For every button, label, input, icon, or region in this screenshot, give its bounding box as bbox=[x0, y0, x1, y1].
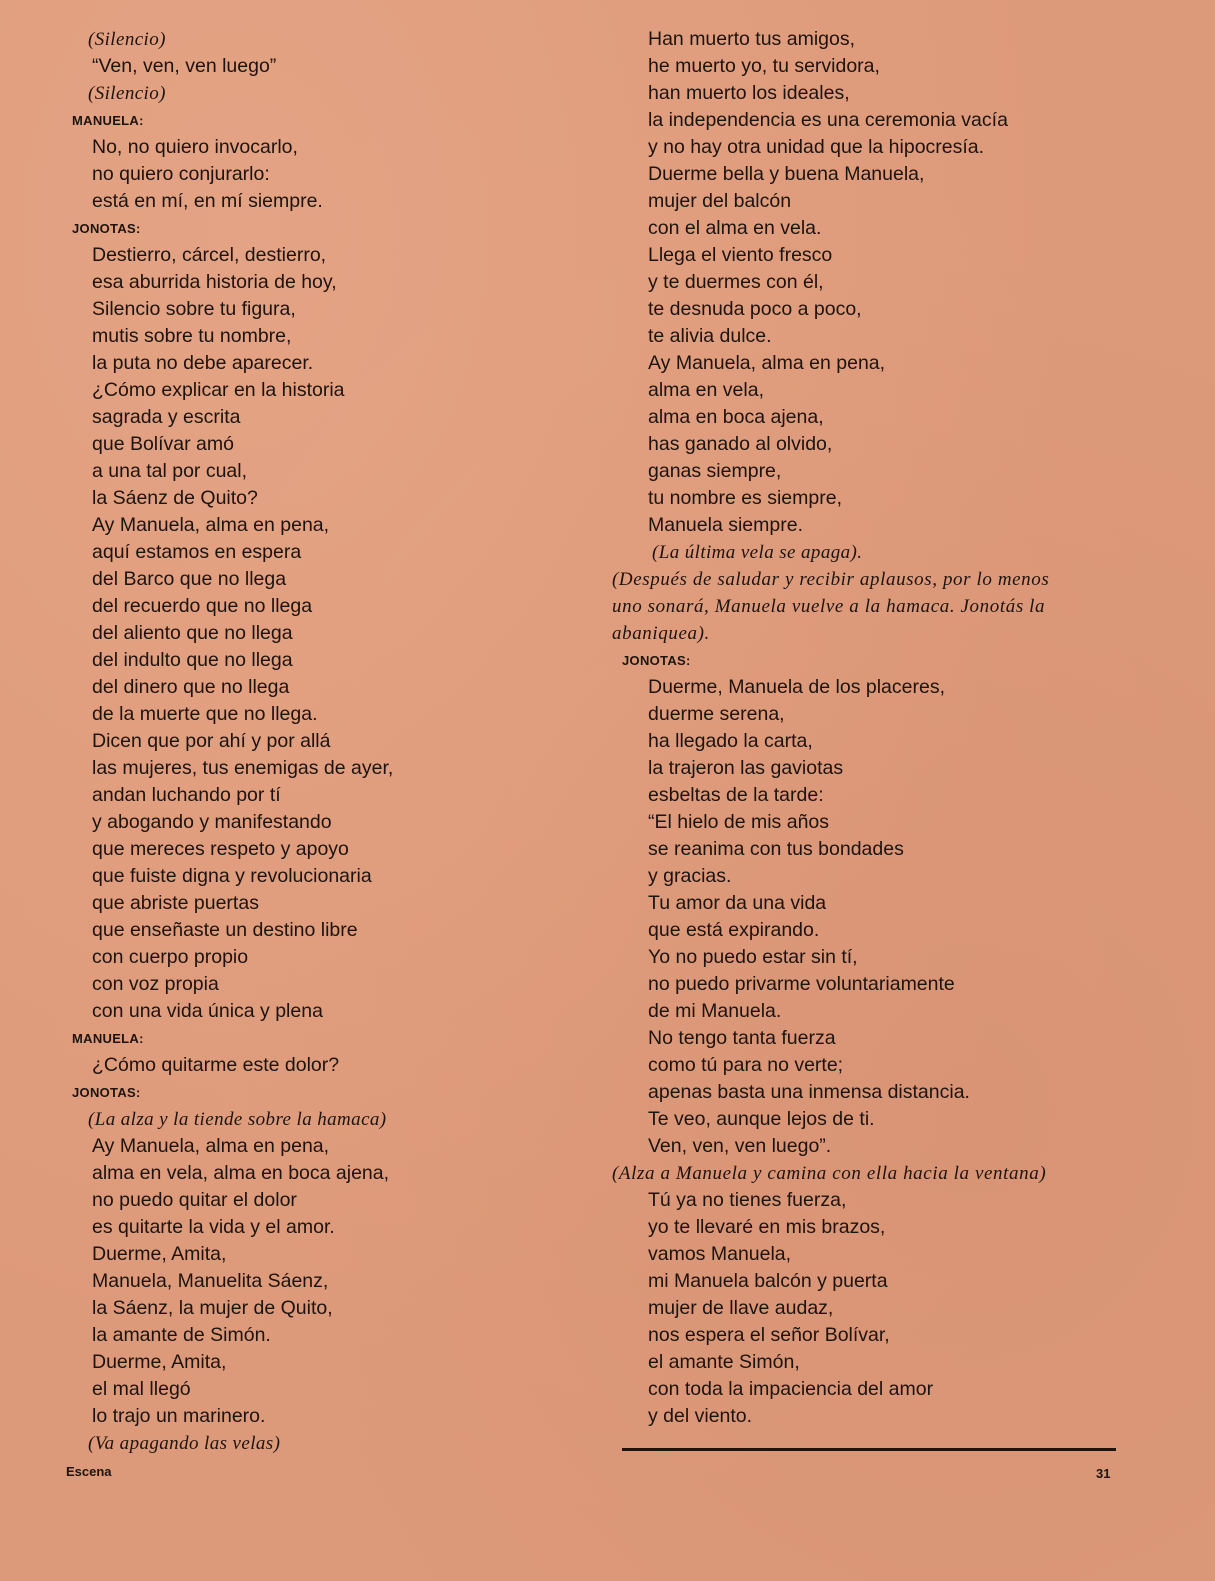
verse-line: es quitarte la vida y el amor. bbox=[92, 1216, 335, 1238]
verse-line: han muerto los ideales, bbox=[648, 82, 850, 104]
verse-line: aquí estamos en espera bbox=[92, 541, 302, 563]
verse-line: de mi Manuela. bbox=[648, 1000, 782, 1022]
verse-line: No tengo tanta fuerza bbox=[648, 1027, 836, 1049]
verse-line: como tú para no verte; bbox=[648, 1054, 844, 1076]
verse-line: del aliento que no llega bbox=[92, 622, 293, 644]
verse-line: Yo no puedo estar sin tí, bbox=[648, 946, 858, 968]
verse-line: que abriste puertas bbox=[92, 892, 259, 914]
verse-line: la independencia es una ceremonia vacía bbox=[648, 109, 1008, 131]
speaker-label: JONOTAS: bbox=[622, 653, 691, 668]
verse-line: y no hay otra unidad que la hipocresía. bbox=[648, 136, 985, 158]
verse-line: y gracias. bbox=[648, 865, 732, 887]
verse-line: no puedo quitar el dolor bbox=[92, 1189, 297, 1211]
verse-line: ha llegado la carta, bbox=[648, 730, 813, 752]
stage-direction: (Silencio) bbox=[88, 83, 166, 104]
verse-line: el mal llegó bbox=[92, 1378, 191, 1400]
stage-direction: (La última vela se apaga). bbox=[652, 542, 863, 563]
verse-line: vamos Manuela, bbox=[648, 1243, 792, 1265]
verse-line: andan luchando por tí bbox=[92, 784, 281, 806]
verse-line: Han muerto tus amigos, bbox=[648, 28, 856, 50]
verse-line: duerme serena, bbox=[648, 703, 785, 725]
verse-line: ganas siempre, bbox=[648, 460, 782, 482]
verse-line: las mujeres, tus enemigas de ayer, bbox=[92, 757, 394, 779]
verse-line: que enseñaste un destino libre bbox=[92, 919, 358, 941]
verse-line: Manuela siempre. bbox=[648, 514, 803, 536]
verse-line: que Bolívar amó bbox=[92, 433, 234, 455]
verse-line: Destierro, cárcel, destierro, bbox=[92, 244, 327, 266]
end-rule bbox=[622, 1448, 1116, 1451]
verse-line: Llega el viento fresco bbox=[648, 244, 833, 266]
right-text-column bbox=[612, 26, 1132, 1430]
verse-line: del indulto que no llega bbox=[92, 649, 293, 671]
verse-line: Silencio sobre tu figura, bbox=[92, 298, 296, 320]
verse-line: sagrada y escrita bbox=[92, 406, 241, 428]
verse-line: apenas basta una inmensa distancia. bbox=[648, 1081, 970, 1103]
verse-line: “El hielo de mis años bbox=[648, 811, 830, 833]
verse-line: mujer del balcón bbox=[648, 190, 792, 212]
verse-line: a una tal por cual, bbox=[92, 460, 248, 482]
verse-line: Te veo, aunque lejos de ti. bbox=[648, 1108, 875, 1130]
verse-line: alma en boca ajena, bbox=[648, 406, 824, 428]
verse-line: mutis sobre tu nombre, bbox=[92, 325, 292, 347]
verse-line: con voz propia bbox=[92, 973, 219, 995]
speaker-label: JONOTAS: bbox=[72, 221, 141, 236]
verse-line: de la muerte que no llega. bbox=[92, 703, 318, 725]
verse-line: Ay Manuela, alma en pena, bbox=[92, 1135, 330, 1157]
speaker-label: JONOTAS: bbox=[72, 1085, 141, 1100]
verse-line: Duerme, Amita, bbox=[92, 1243, 227, 1265]
verse-line: Tú ya no tienes fuerza, bbox=[648, 1189, 847, 1211]
verse-line: Ay Manuela, alma en pena, bbox=[92, 514, 330, 536]
speaker-label: MANUELA: bbox=[72, 1031, 144, 1046]
verse-line: se reanima con tus bondades bbox=[648, 838, 904, 860]
verse-line: Ven, ven, ven luego”. bbox=[648, 1135, 832, 1157]
verse-line: Duerme, Amita, bbox=[92, 1351, 227, 1373]
verse-line: la amante de Simón. bbox=[92, 1324, 271, 1346]
verse-line: nos espera el señor Bolívar, bbox=[648, 1324, 890, 1346]
verse-line: está en mí, en mí siempre. bbox=[92, 190, 323, 212]
stage-direction: (Va apagando las velas) bbox=[88, 1433, 281, 1454]
verse-line: mujer de llave audaz, bbox=[648, 1297, 834, 1319]
verse-line: yo te llevaré en mis brazos, bbox=[648, 1216, 886, 1238]
verse-line: la trajeron las gaviotas bbox=[648, 757, 844, 779]
verse-line: del Barco que no llega bbox=[92, 568, 287, 590]
verse-line: mi Manuela balcón y puerta bbox=[648, 1270, 888, 1292]
stage-direction: (Silencio) bbox=[88, 29, 166, 50]
verse-line: con toda la impaciencia del amor bbox=[648, 1378, 934, 1400]
verse-line: has ganado al olvido, bbox=[648, 433, 833, 455]
verse-line: que fuiste digna y revolucionaria bbox=[92, 865, 372, 887]
left-text-column bbox=[62, 26, 542, 1457]
verse-line: he muerto yo, tu servidora, bbox=[648, 55, 880, 77]
stage-direction: (La alza y la tiende sobre la hamaca) bbox=[88, 1109, 387, 1130]
speaker-label: MANUELA: bbox=[72, 113, 144, 128]
verse-line: la puta no debe aparecer. bbox=[92, 352, 314, 374]
verse-line: Duerme bella y buena Manuela, bbox=[648, 163, 925, 185]
verse-line: Manuela, Manuelita Sáenz, bbox=[92, 1270, 329, 1292]
verse-line: del recuerdo que no llega bbox=[92, 595, 313, 617]
verse-line: con el alma en vela. bbox=[648, 217, 822, 239]
magazine-name: Escena bbox=[66, 1464, 112, 1479]
verse-line: No, no quiero invocarlo, bbox=[92, 136, 298, 158]
verse-line: la Sáenz de Quito? bbox=[92, 487, 258, 509]
verse-line: alma en vela, alma en boca ajena, bbox=[92, 1162, 390, 1184]
verse-line: ¿Cómo quitarme este dolor? bbox=[92, 1054, 340, 1076]
verse-line: no quiero conjurarlo: bbox=[92, 163, 270, 185]
stage-direction: uno sonará, Manuela vuelve a la hamaca. Jonotás la bbox=[612, 596, 1046, 617]
verse-line: que mereces respeto y apoyo bbox=[92, 838, 349, 860]
verse-line: ¿Cómo explicar en la historia bbox=[92, 379, 345, 401]
stage-direction: (Después de saludar y recibir aplausos, por lo menos bbox=[612, 569, 1050, 590]
verse-line: no puedo privarme voluntariamente bbox=[648, 973, 955, 995]
verse-line: Tu amor da una vida bbox=[648, 892, 827, 914]
verse-line: y del viento. bbox=[648, 1405, 753, 1427]
verse-line: te alivia dulce. bbox=[648, 325, 772, 347]
stage-direction: (Alza a Manuela y camina con ella hacia la ventana) bbox=[612, 1163, 1047, 1184]
verse-line: Ay Manuela, alma en pena, bbox=[648, 352, 886, 374]
verse-line: y te duermes con él, bbox=[648, 271, 824, 293]
verse-line: te desnuda poco a poco, bbox=[648, 298, 862, 320]
verse-line: “Ven, ven, ven luego” bbox=[92, 55, 277, 77]
verse-line: esa aburrida historia de hoy, bbox=[92, 271, 337, 293]
verse-line: lo trajo un marinero. bbox=[92, 1405, 266, 1427]
verse-line: el amante Simón, bbox=[648, 1351, 800, 1373]
verse-line: y abogando y manifestando bbox=[92, 811, 332, 833]
stage-direction: abaniquea). bbox=[612, 623, 710, 644]
verse-line: que está expirando. bbox=[648, 919, 820, 941]
verse-line: la Sáenz, la mujer de Quito, bbox=[92, 1297, 333, 1319]
verse-line: del dinero que no llega bbox=[92, 676, 290, 698]
verse-line: alma en vela, bbox=[648, 379, 764, 401]
verse-line: tu nombre es siempre, bbox=[648, 487, 843, 509]
verse-line: esbeltas de la tarde: bbox=[648, 784, 824, 806]
verse-line: Duerme, Manuela de los placeres, bbox=[648, 676, 945, 698]
verse-line: con cuerpo propio bbox=[92, 946, 249, 968]
verse-line: con una vida única y plena bbox=[92, 1000, 323, 1022]
page-number: 31 bbox=[1096, 1466, 1111, 1481]
verse-line: Dicen que por ahí y por allá bbox=[92, 730, 331, 752]
